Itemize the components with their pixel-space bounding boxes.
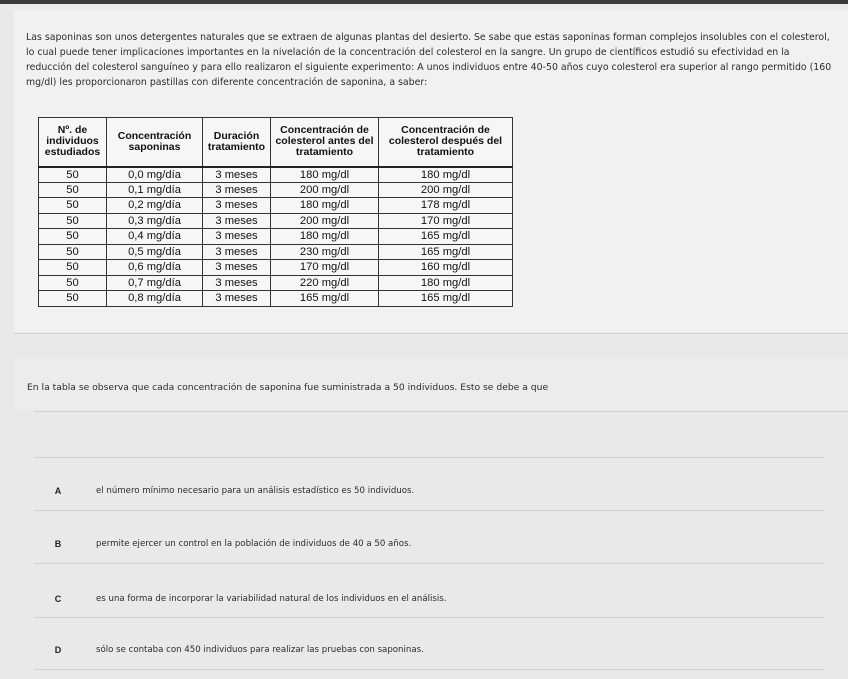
table-cell: 3 meses xyxy=(203,291,271,307)
table-cell: 0,6 mg/día xyxy=(107,260,203,276)
option-a[interactable] xyxy=(34,466,824,516)
table-cell: 50 xyxy=(39,182,107,198)
option-letter: A xyxy=(54,486,62,496)
option-letter: D xyxy=(54,645,62,655)
table-cell: 180 mg/dl xyxy=(271,229,379,245)
header-cholesterol-before: Concentración de colesterol antes del tratamiento xyxy=(271,118,379,167)
option-b[interactable] xyxy=(34,519,824,569)
header-concentration: Concentración saponinas xyxy=(107,118,203,167)
table-cell: 230 mg/dl xyxy=(271,244,379,260)
table-cell: 0,1 mg/día xyxy=(107,182,203,198)
option-text: es una forma de incorporar la variabilidad natural de los individuos en el análisis. xyxy=(96,594,447,604)
table-cell: 180 mg/dl xyxy=(379,167,513,183)
table-cell: 3 meses xyxy=(203,182,271,198)
table-cell: 3 meses xyxy=(203,198,271,214)
option-letter: C xyxy=(54,594,62,604)
experiment-table xyxy=(38,117,513,307)
table-row xyxy=(39,213,513,229)
table-cell: 165 mg/dl xyxy=(271,291,379,307)
intro-text: Las saponinas son unos detergentes naturales que se extraen de algunas plantas del desierto. Se sabe que estas saponinas forman complejos insolubles con el colesterol, lo cual puede tener implicaciones importantes en la nivelación de la concentración del colesterol en la sangre. Un grupo de científicos estudió su efectividad en la reducción del colesterol sanguíneo y para ello realizaron el siguiente experimento: A unos individuos entre 40-50 años cuyo colesterol era superior al rango permitido (160 mg/dl) les proporcionaron pastillas con diferente concentración de saponina, a saber: xyxy=(26,32,832,88)
table-header-row xyxy=(39,118,513,167)
option-letter: B xyxy=(54,539,62,549)
table-cell: 0,3 mg/día xyxy=(107,213,203,229)
divider xyxy=(14,333,848,334)
table-cell: 3 meses xyxy=(203,275,271,291)
top-bar xyxy=(0,0,848,4)
divider xyxy=(34,669,824,670)
table-row xyxy=(39,229,513,245)
table-row xyxy=(39,291,513,307)
table-row xyxy=(39,198,513,214)
table-cell: 220 mg/dl xyxy=(271,275,379,291)
header-individuals: Nº. de individuos estudiados xyxy=(39,118,107,167)
option-text: el número mínimo necesario para un análisis estadístico es 50 individuos. xyxy=(96,486,415,496)
table-row xyxy=(39,244,513,260)
divider xyxy=(34,411,848,412)
divider xyxy=(34,563,824,564)
table-cell: 180 mg/dl xyxy=(379,275,513,291)
table-cell: 3 meses xyxy=(203,167,271,183)
table-row xyxy=(39,182,513,198)
table-cell: 50 xyxy=(39,244,107,260)
table-cell: 50 xyxy=(39,260,107,276)
table-cell: 180 mg/dl xyxy=(271,167,379,183)
table-row xyxy=(39,260,513,276)
divider xyxy=(34,510,824,511)
table-cell: 50 xyxy=(39,229,107,245)
option-d[interactable] xyxy=(34,625,824,675)
header-cholesterol-after: Concentración de colesterol después del tratamiento xyxy=(379,118,513,167)
table-cell: 50 xyxy=(39,291,107,307)
table-cell: 200 mg/dl xyxy=(379,182,513,198)
table-cell: 180 mg/dl xyxy=(271,198,379,214)
option-text: permite ejercer un control en la población de individuos de 40 a 50 años. xyxy=(96,539,412,549)
table-cell: 3 meses xyxy=(203,229,271,245)
table-cell: 165 mg/dl xyxy=(379,229,513,245)
table-cell: 170 mg/dl xyxy=(271,260,379,276)
question-text: En la tabla se observa que cada concentración de saponina fue suministrada a 50 individuos. Esto se debe a que xyxy=(27,382,549,393)
table-cell: 0,4 mg/día xyxy=(107,229,203,245)
option-text: sólo se contaba con 450 individuos para realizar las pruebas con saponinas. xyxy=(96,645,424,655)
divider xyxy=(34,457,824,458)
table-cell: 0,7 mg/día xyxy=(107,275,203,291)
table-cell: 170 mg/dl xyxy=(379,213,513,229)
table-cell: 165 mg/dl xyxy=(379,244,513,260)
table-cell: 3 meses xyxy=(203,213,271,229)
table-cell: 50 xyxy=(39,198,107,214)
table-cell: 178 mg/dl xyxy=(379,198,513,214)
table-cell: 3 meses xyxy=(203,260,271,276)
table-cell: 165 mg/dl xyxy=(379,291,513,307)
table-row xyxy=(39,275,513,291)
table-cell: 200 mg/dl xyxy=(271,182,379,198)
table-cell: 0,0 mg/día xyxy=(107,167,203,183)
table-cell: 0,2 mg/día xyxy=(107,198,203,214)
table-cell: 50 xyxy=(39,213,107,229)
table-cell: 50 xyxy=(39,167,107,183)
table-row xyxy=(39,167,513,183)
divider xyxy=(34,617,824,618)
header-duration: Duración tratamiento xyxy=(203,118,271,167)
table-cell: 50 xyxy=(39,275,107,291)
table-cell: 200 mg/dl xyxy=(271,213,379,229)
table-cell: 160 mg/dl xyxy=(379,260,513,276)
table-cell: 3 meses xyxy=(203,244,271,260)
table-cell: 0,5 mg/día xyxy=(107,244,203,260)
table-cell: 0,8 mg/día xyxy=(107,291,203,307)
